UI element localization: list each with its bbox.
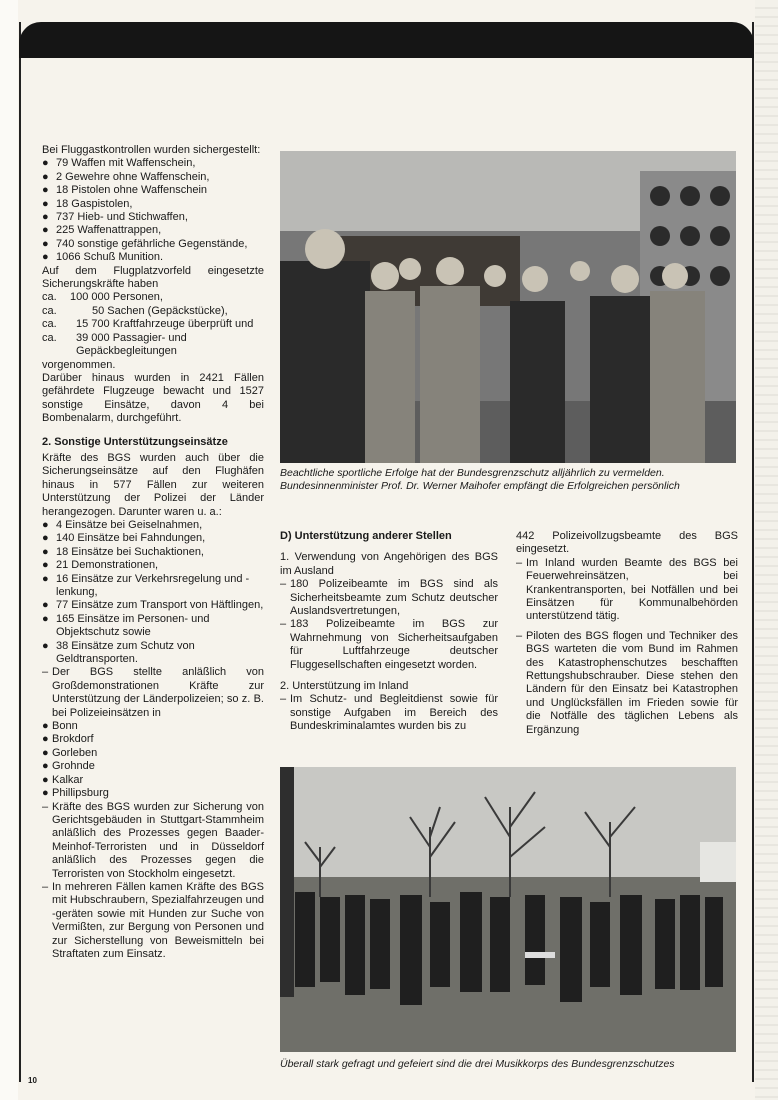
list-item: ● 4 Einsätze bei Geiselnahmen, (42, 518, 203, 531)
header-bar (19, 22, 754, 58)
right-column (516, 530, 738, 737)
list-item: ● 737 Hieb- und Stichwaffen, (42, 211, 188, 224)
paragraph: Kräfte des BGS wurden auch über die Sicherungseinsätze auf den Flughäfen hinaus in 577 Fällen zur weiteren Unterstützung der Polizei der Länder herangezogen. Darunter waren u. a.: (42, 451, 264, 518)
page-edge-right (755, 0, 778, 1100)
bullet-icon: ● (42, 532, 49, 545)
bullet-icon: ● (42, 545, 49, 558)
dash-item: – In mehreren Fällen kamen Kräfte des BGS mit Hubschraubern, Spezialfahrzeugen und -geräten sowie mit Hunden zur Suche von Vermißten, zur Bergung von Personen und zur Sicherstellung von Beweismitteln bei Straftaten zum Einsatz. (42, 880, 264, 960)
list-item: ● Brokdorf (42, 733, 94, 746)
page-number: 10 (28, 1076, 37, 1085)
vorfeld-intro: Auf dem Flugplatzvorfeld eingesetzte Sicherungskräfte haben (42, 264, 264, 291)
photo-reception (280, 151, 736, 463)
vorfeld-end: vorgenommen. (42, 358, 116, 371)
bullet-icon: ● (42, 572, 49, 585)
list-item: ca. 39 000 Passagier- und Gepäckbegleitungen (42, 331, 187, 358)
dash-item: – Im Schutz- und Begleitdienst sowie für sonstige Aufgaben im Bereich des Bundeskriminalamtes wurden bis zu (280, 693, 498, 733)
list-item: ● 140 Einsätze bei Fahndungen, (42, 532, 206, 545)
list-item: ● 79 Waffen mit Waffenschein, (42, 157, 196, 170)
bullet-icon: ● (42, 170, 49, 183)
bullet-icon: ● (42, 787, 49, 800)
list-item: ● Bonn (42, 720, 78, 733)
bullet-icon: ● (42, 639, 49, 652)
paragraph: 1. Verwendung von Angehörigen des BGS im Ausland (280, 551, 498, 577)
dash-item: – Im Inland wurden Beamte des BGS bei Feuerwehreinsätzen, bei Krankentransporten, bei Notfällen und bei Einsätzen für Kommunalbehörden unterstützend tätig. (516, 556, 738, 623)
bullet-icon: ● (42, 224, 49, 237)
middle-column (280, 530, 498, 734)
band-photo-image (280, 767, 736, 1052)
bullet-icon: ● (42, 184, 49, 197)
paragraph: 2. Unterstützung im Inland (280, 680, 409, 693)
bullet-icon: ● (42, 518, 49, 531)
orte-list (42, 720, 264, 800)
list-item: ● 21 Demonstrationen, (42, 559, 159, 572)
bullet-icon: ● (42, 157, 49, 170)
list-item: ca. 50 Sachen (Gepäckstücke), (42, 304, 228, 317)
bullet-icon: ● (42, 211, 49, 224)
bullet-icon: ● (42, 251, 49, 264)
bullet-icon: ● (42, 197, 49, 210)
list-item: ● 1066 Schuß Munition. (42, 251, 164, 264)
bullet-icon: ● (42, 720, 49, 733)
dash-item: – 183 Polizeibeamte im BGS zur Wahrnehmung von Sicherheitsaufgaben für Luftfahrzeuge deutscher Fluggesellschaften eingesetzt worden. (280, 618, 498, 671)
list-item: ca. 15 700 Kraftfahrzeuge überprüft und (42, 318, 254, 331)
dash-item: – 180 Polizeibeamte im BGS sind als Sicherheitsbeamte zum Schutz deutscher Auslandsvertretungen, (280, 578, 498, 618)
dash-item: – Der BGS stellte anläßlich von Großdemonstrationen Kräfte zur Unterstützung der Länderpolizeien; so z. B. bei Polizeieinsätzen in (42, 666, 264, 719)
list-item: ● Grohnde (42, 760, 95, 773)
list-item: ● 18 Einsätze bei Suchaktionen, (42, 545, 204, 558)
seized-list (42, 157, 264, 264)
left-column (42, 144, 264, 961)
list-item: ca. 100 000 Personen, (42, 291, 163, 304)
bullet-icon: ● (42, 733, 49, 746)
bullet-icon: ● (42, 760, 49, 773)
caption-reception: Beachtliche sportliche Erfolge hat der Bundesgrenzschutz alljährlich zu vermelden. Bundesinnenminister Prof. Dr. Werner Maihofer empfängt die Erfolgreichen persönlich (280, 467, 680, 492)
bullet-icon: ● (42, 599, 49, 612)
list-item: ● 18 Pistolen ohne Waffenschein (42, 184, 208, 197)
list-item: ● 165 Einsätze im Personen- und Objektschutz sowie (42, 612, 210, 639)
bullet-icon: ● (42, 746, 49, 759)
dash-item: – Piloten des BGS flogen und Techniker des BGS warteten die vom Bund im Rahmen des Katastrophenschutzes beschafften Rettungshubschrauber. Diese stehen den Ländern für den Einsatz bei Katastrophen und Unglücksfällen im Frieden sowie für die Notfälle des täglichen Lebens als Ergänzung (516, 629, 738, 736)
flugzeuge-text: Darüber hinaus wurden in 2421 Fällen gefährdete Flugzeuge bewacht und 1527 sonstige Einsätze, davon 4 bei Bombenalarm, durchgeführt. (42, 371, 264, 425)
list-item: ● 740 sonstige gefährliche Gegenstände, (42, 237, 248, 250)
bullet-icon: ● (42, 612, 49, 625)
section-heading: D) Unterstützung anderer Stellen (280, 530, 452, 542)
reception-photo-image (280, 151, 736, 463)
section-heading: 2. Sonstige Unterstützungseinsätze (42, 435, 228, 448)
list-item: ● 225 Waffenattrappen, (42, 224, 162, 237)
photo-band (280, 767, 736, 1052)
intro-text: Bei Fluggastkontrollen wurden sichergestellt: (42, 144, 261, 156)
dash-item: – Kräfte des BGS wurden zur Sicherung von Gerichtsgebäuden in Stuttgart-Stammheim anläßlich des Prozesses gegen Baader-Meinhof-Terroristen und in Düsseldorf anläßlich des Prozesses gegen die Terroristen von Stockholm eingesetzt. (42, 800, 264, 880)
caption-band: Überall stark gefragt und gefeiert sind die drei Musikkorps des Bundesgrenzschutzes (280, 1058, 675, 1070)
bullet-icon: ● (42, 237, 49, 250)
list-item: ● Kalkar (42, 773, 84, 786)
list-item: ● 18 Gaspistolen, (42, 197, 133, 210)
list-item: ● 16 Einsätze zur Verkehrsregelung und -lenkung, (42, 572, 250, 598)
list-item: ● 38 Einsätze zum Schutz von Geldtransporten. (42, 639, 195, 666)
list-item: ● 77 Einsätze zum Transport von Häftlingen, (42, 599, 264, 612)
bullet-icon: ● (42, 773, 49, 786)
list-item: ● Gorleben (42, 746, 98, 759)
einsaetze-list (42, 519, 264, 666)
list-item: ● Phillipsburg (42, 787, 109, 800)
page-edge-left (0, 0, 18, 1100)
bullet-icon: ● (42, 559, 49, 572)
paragraph: 442 Polizeivollzugsbeamte des BGS eingesetzt. (516, 530, 738, 556)
list-item: ● 2 Gewehre ohne Waffenschein, (42, 170, 210, 183)
